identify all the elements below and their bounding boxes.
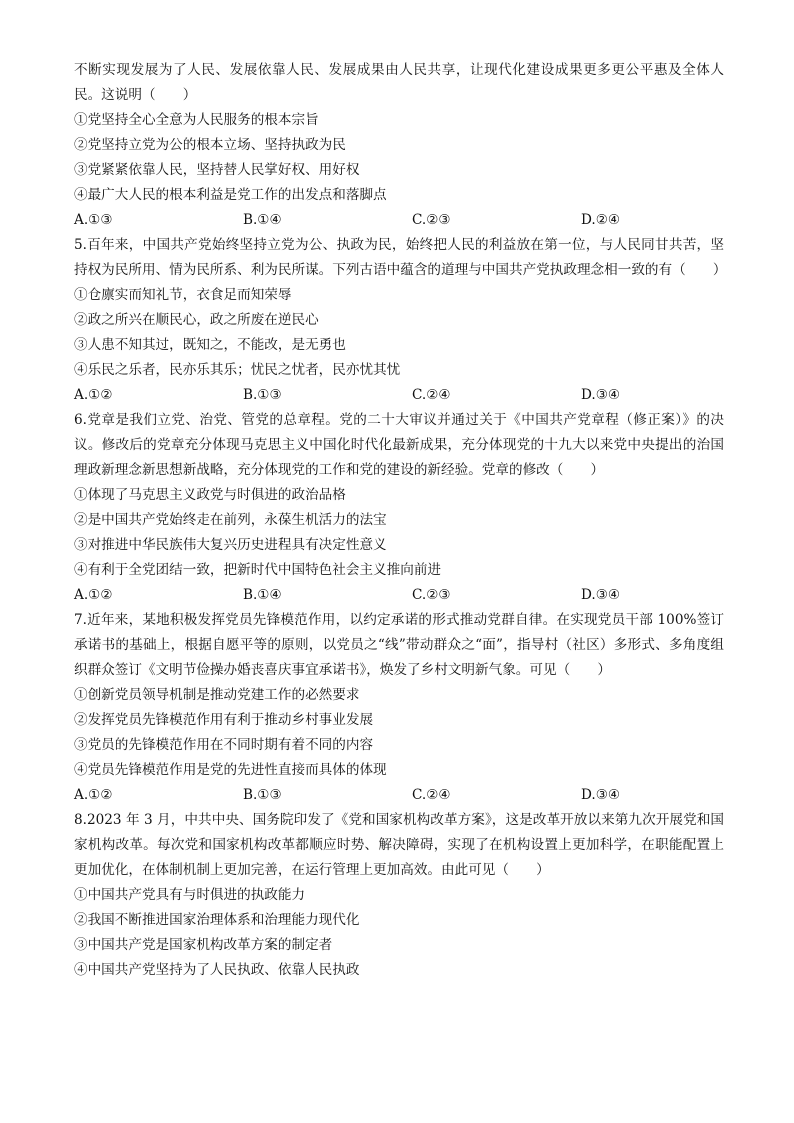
- question-block: [74, 608, 724, 808]
- option-item: ②是中国共产党始终走在前列，永葆生机活力的法宝: [74, 512, 387, 528]
- option-item: ④最广大人民的根本利益是党工作的出发点和落脚点: [74, 187, 387, 203]
- question-block: [74, 408, 724, 608]
- option-item: ③对推进中华民族伟大复兴历史进程具有决定性意义: [74, 537, 387, 553]
- option-item: ①中国共产党具有与时俱进的执政能力: [74, 887, 306, 903]
- question-stem: 8.2023 年 3 月，中共中央、国务院印发了《党和国家机构改革方案》，这是改革开放以来第九次开展党和国家机构改革。每次党和国家机构改革都顺应时势、解决障碍，实现了在机构设置上更加科学，在职能配置上更加优化，在体制机制上更加完善，在运行管理上更加高效。由此可见（ ）: [74, 812, 724, 878]
- answer-choices: [74, 583, 724, 608]
- answer-choices: [74, 383, 724, 408]
- option-item: ③人患不知其过，既知之，不能改，是无勇也: [74, 337, 346, 353]
- option-item: ②政之所兴在顺民心，政之所废在逆民心: [74, 312, 319, 328]
- question-block: [74, 233, 727, 408]
- option-item: ④乐民之乐者，民亦乐其乐；忧民之忧者，民亦忧其忧: [74, 362, 401, 378]
- option-item: ③党紧紧依靠人民，坚持替人民掌好权、用好权: [74, 162, 360, 178]
- answer-choices: [74, 783, 724, 808]
- option-item: ①党坚持全心全意为人民服务的根本宗旨: [74, 112, 319, 128]
- choice-a: A.①②: [74, 587, 113, 603]
- choice-c: C.②④: [412, 787, 451, 803]
- choice-d: D.②④: [581, 212, 621, 228]
- option-item: ①体现了马克思主义政党与时俱进的政治品格: [74, 487, 346, 503]
- question-stem: 不断实现发展为了人民、发展依靠人民、发展成果由人民共享，让现代化建设成果更多更公平惠及全体人民。这说明（ ）: [74, 62, 724, 103]
- choice-b: B.①④: [243, 587, 282, 603]
- choice-a: A.①②: [74, 387, 113, 403]
- choice-c: C.②③: [412, 212, 451, 228]
- choice-d: D.③④: [581, 587, 621, 603]
- choice-d: D.③④: [581, 787, 621, 803]
- option-item: ④党员先锋模范作用是党的先进性直接而具体的体现: [74, 762, 387, 778]
- question-stem: 6.党章是我们立党、治党、管党的总章程。党的二十大审议并通过关于《中国共产党章程（修正案）》的决议。修改后的党章充分体现马克思主义中国化时代化最新成果，充分体现党的十九大以来党中央提出的治国理政新理念新思想新战略，充分体现党的工作和党的建设的新经验。党章的修改（ ）: [74, 412, 724, 478]
- question-stem: 5.百年来，中国共产党始终坚持立党为公、执政为民，始终把人民的利益放在第一位，与人民同甘共苦，坚持权为民所用、情为民所系、利为民所谋。下列古语中蕴含的道理与中国共产党执政理念相一致的有（ ）: [74, 237, 727, 278]
- choice-d: D.③④: [581, 387, 621, 403]
- option-item: ①仓廪实而知礼节，衣食足而知荣辱: [74, 287, 292, 303]
- option-item: ②发挥党员先锋模范作用有利于推动乡村事业发展: [74, 712, 374, 728]
- answer-choices: [74, 208, 724, 233]
- question-block: [74, 58, 724, 233]
- choice-b: B.①③: [243, 787, 282, 803]
- option-item: ③党员的先锋模范作用在不同时期有着不同的内容: [74, 737, 374, 753]
- option-item: ①创新党员领导机制是推动党建工作的必然要求: [74, 687, 360, 703]
- choice-a: A.①③: [74, 212, 113, 228]
- option-item: ③中国共产党是国家机构改革方案的制定者: [74, 937, 333, 953]
- choice-b: B.①④: [243, 212, 282, 228]
- option-item: ②我国不断推进国家治理体系和治理能力现代化: [74, 912, 360, 928]
- choice-b: B.①③: [243, 387, 282, 403]
- option-item: ④中国共产党坚持为了人民执政、依靠人民执政: [74, 962, 360, 978]
- question-content: [74, 58, 727, 983]
- option-item: ②党坚持立党为公的根本立场、坚持执政为民: [74, 137, 346, 153]
- choice-c: C.②③: [412, 587, 451, 603]
- choice-a: A.①②: [74, 787, 113, 803]
- question-block: [74, 808, 724, 983]
- question-stem: 7.近年来，某地积极发挥党员先锋模范作用，以约定承诺的形式推动党群自律。在实现党员干部 100%签订承诺书的基础上，根据自愿平等的原则，以党员之“线”带动群众之“面”，指导村（社区）多形式、多角度组织群众签订《文明节俭操办婚丧喜庆事宜承诺书》，焕发了乡村文明新气象。可见（ ）: [74, 612, 724, 678]
- option-item: ④有利于全党团结一致，把新时代中国特色社会主义推向前进: [74, 562, 442, 578]
- choice-c: C.②④: [412, 387, 451, 403]
